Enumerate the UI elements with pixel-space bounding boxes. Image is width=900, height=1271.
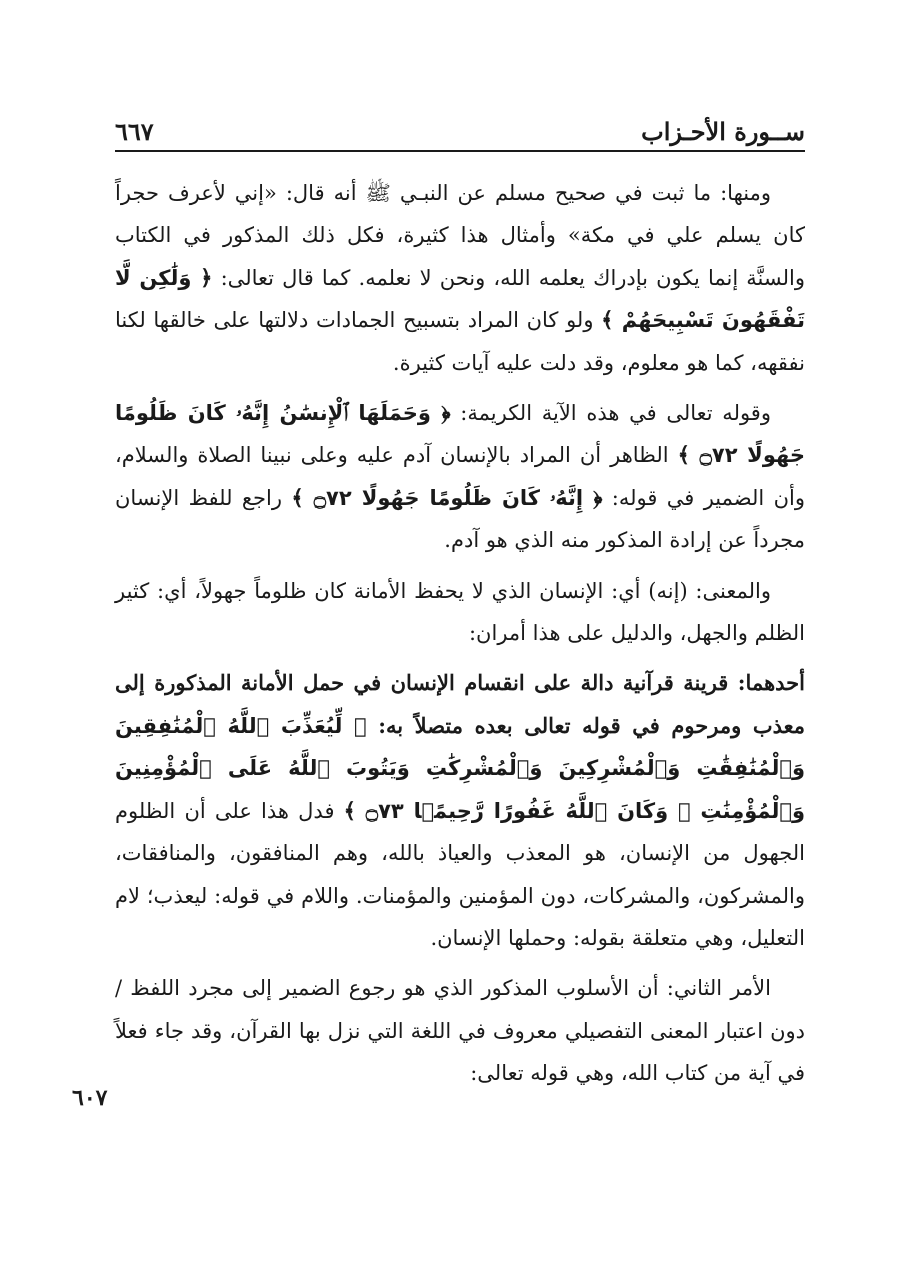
paragraph — [115, 172, 805, 384]
paragraph-text: فدل هذا على أن الظلوم الجهول من الإنسان، هو المعذب والعياذ بالله، وهم المنافقون، والمنافقات، والمشركون، والمشركات، دون المؤمنين والمؤمنات. واللام في قوله: ليعذب؛ لام التعليل، وهي متعلقة بقوله: وحملها الإنسان. — [115, 798, 805, 950]
paragraph-lead: أحدهما: — [728, 670, 805, 696]
quran-verse: ﴿ وَحَمَلَهَا ٱلْإِنسَٰنُ إِنَّهُۥ كَانَ ظَلُومًا جَهُولًا ۝٧٢ ﴾ — [115, 401, 805, 468]
quran-verse: ﴿ وَلَٰكِن لَّا تَفْقَهُونَ تَسْبِيحَهُمْ ﴾ — [115, 265, 806, 333]
paragraph-text: الظاهر أن المراد بالإنسان آدم عليه وعلى نبينا الصلاة والسلام، وأن الضمير في قوله: — [115, 443, 805, 510]
quran-verse: ﴿ لِّيُعَذِّبَ ٱللَّهُ ٱلْمُنَٰفِقِينَ وَٱلْمُنَٰفِقَٰتِ وَٱلْمُشْرِكِينَ وَٱلْمُشْرِكَٰتِ وَيَتُوبَ ٱللَّهُ عَلَى ٱلْمُؤْمِنِينَ وَٱلْمُؤْمِنَٰتِ ۗ وَكَانَ ٱللَّهُ غَفُورًا رَّحِيمًۢا ۝٧٣ ﴾ — [115, 713, 805, 823]
paragraph-text: راجع للفظ الإنسان مجرداً عن إرادة المذكور منه الذي هو آدم. — [115, 485, 805, 553]
paragraph — [115, 392, 805, 562]
paragraph-text: الأمر الثاني: أن الأسلوب المذكور الذي هو رجوع الضمير إلى مجرد اللفظ / دون اعتبار المعنى التفصيلي معروف في اللغة التي نزل بها القرآن، وقد جاء فعلاً في آية من كتاب الله، وهي قوله تعالى: — [115, 976, 805, 1086]
paragraph — [115, 662, 805, 959]
page-number: ٦٦٧ — [115, 117, 154, 146]
surah-title: ســورة الأحـزاب — [641, 117, 805, 146]
paragraph-text: ولو كان المراد بتسبيح الجمادات دلالتها على خالقها لكنا نفقهه، كما هو معلوم، وقد دلت عليه آيات كثيرة. — [115, 308, 805, 375]
original-page-marker: ٦٠٧ — [72, 1085, 108, 1111]
paragraph-text: وقوله تعالى في هذه الآية الكريمة: — [450, 401, 771, 426]
paragraph — [115, 967, 805, 1094]
book-page — [115, 100, 805, 1250]
quran-verse: ﴿ إِنَّهُۥ كَانَ ظَلُومًا جَهُولًا ۝٧٢ ﴾ — [291, 485, 603, 510]
paragraph — [115, 570, 805, 655]
page-body — [115, 172, 805, 1095]
paragraph-text: ومنها: ما ثبت في صحيح مسلم عن النبـي ﷺ أنه قال: «إني لأعرف حجراً كان يسلم علي في مكة» وأمثال هذا كثيرة، فكل ذلك المذكور في الكتاب والسنَّة إنما يكون بإدراك يعلمه الله، ونحن لا نعلمه. كما قال تعالى: — [115, 181, 805, 290]
paragraph-text: والمعنى: (إنه) أي: الإنسان الذي لا يحفظ الأمانة كان ظلوماً جهولاً، أي: كثير الظلم والجهل، والدليل على هذا أمران: — [115, 578, 805, 646]
paragraph-text: قرينة قرآنية دالة على انقسام الإنسان في حمل الأمانة المذكورة إلى معذب ومرحوم في قوله تعالى بعده متصلاً به: — [115, 670, 805, 738]
page-header — [115, 100, 805, 152]
